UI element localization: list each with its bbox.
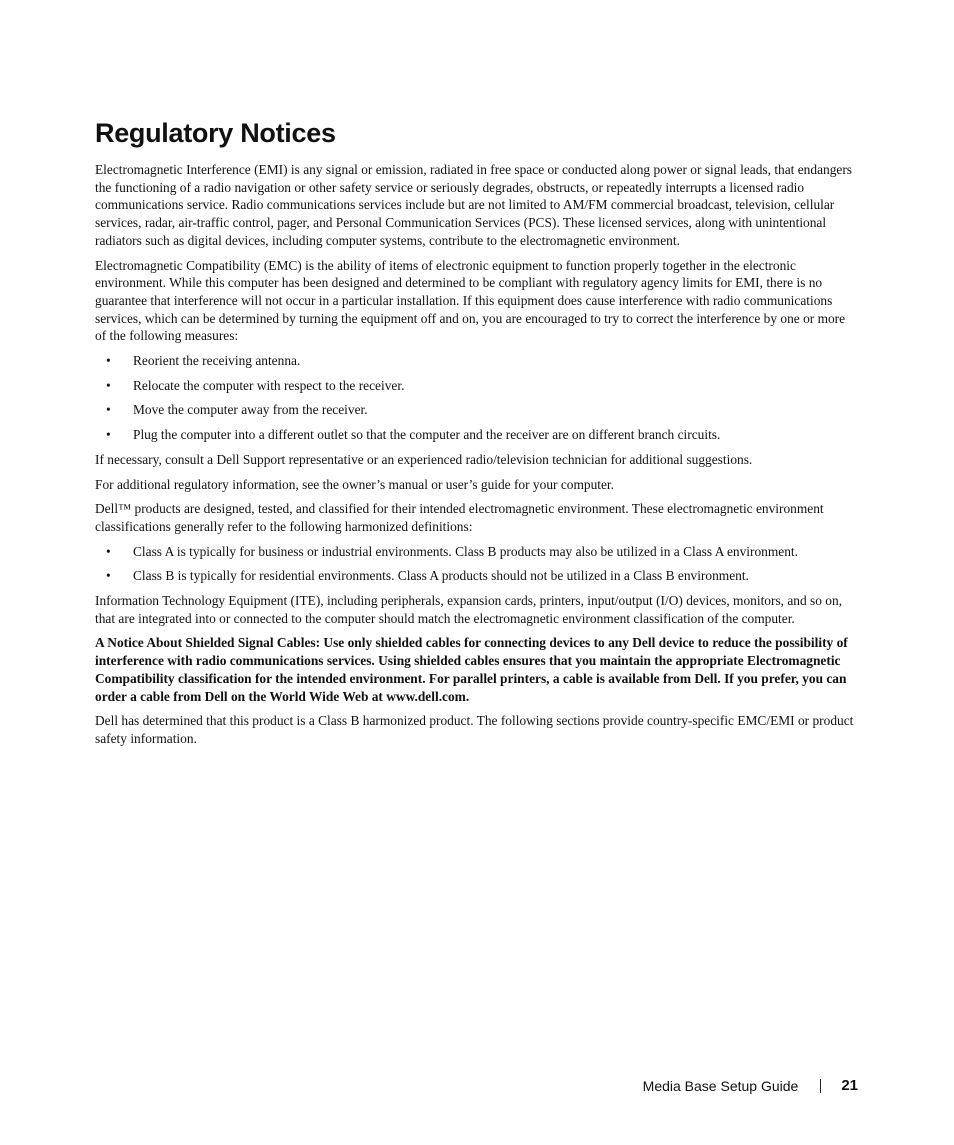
class-definitions-list (95, 543, 857, 585)
paragraph-additional-info: For additional regulatory information, see the owner’s manual or user’s guide for your computer. (95, 476, 615, 492)
bullet-glyph: • (106, 402, 111, 418)
list-item (95, 426, 857, 444)
bullet-glyph: • (106, 543, 111, 559)
list-item (95, 401, 857, 419)
page-number: 21 (841, 1077, 858, 1094)
paragraph-emi: Electromagnetic Interference (EMI) is any signal or emission, radiated in free space or conducted along power or signal leads, that endangers the functioning of a radio navigation or other safety service or seriously degrades, obstructs, or repeatedly interrupts a licensed radio communications service. Radio communications services include but are not limited to AM/FM commercial broadcast, television, cellular services, radar, air-traffic control, pager, and Personal Communication Services (PCS). These licensed services, along with unintentional radiators such as digital devices, including computer systems, contribute to the electromagnetic environment. (95, 162, 853, 248)
bullet-glyph: • (106, 353, 111, 369)
shielded-cables-notice: A Notice About Shielded Signal Cables: Use only shielded cables for connecting devices to any Dell device to reduce the possibility of interference with radio communications services. Using shielded cables ensures that you maintain the appropriate Electromagnetic Compatibility classification for the intended environment. For parallel printers, a cable is available from Dell. If you prefer, you can order a cable from Dell on the World Wide Web at www.dell.com. (95, 635, 848, 704)
paragraph-class-b: Dell has determined that this product is a Class B harmonized product. The following sections provide country-specific EMC/EMI or product safety information. (95, 713, 854, 746)
list-item-text: Reorient the receiving antenna. (133, 353, 301, 369)
list-item-text: Class A is typically for business or industrial environments. Class B products may also be utilized in a Class A environment. (133, 543, 798, 559)
document-body (95, 118, 857, 755)
list-item-text: Class B is typically for residential environments. Class A products should not be utilized in a Class B environment. (133, 568, 749, 584)
list-item-text: Plug the computer into a different outlet so that the computer and the receiver are on different branch circuits. (133, 427, 721, 443)
bullet-glyph: • (106, 377, 111, 393)
list-item-text: Relocate the computer with respect to the receiver. (133, 377, 405, 393)
bullet-glyph: • (106, 568, 111, 584)
list-item (95, 377, 857, 395)
footer-separator (820, 1079, 821, 1093)
paragraph-ite: Information Technology Equipment (ITE), including peripherals, expansion cards, printers, input/output (I/O) devices, monitors, and so on, that are integrated into or connected to the computer should match the electromagnetic environment classification of the computer. (95, 593, 843, 626)
footer-guide-title: Media Base Setup Guide (642, 1077, 799, 1094)
paragraph-emc: Electromagnetic Compatibility (EMC) is the ability of items of electronic equipment to function properly together in the electronic environment. While this computer has been designed and determined to be compliant with regulatory agency limits for EMI, there is no guarantee that interference will not occur in a particular installation. If this equipment does cause interference with radio communications services, which can be determined by turning the equipment off and on, you are encouraged to try to correct the interference by one or more of the following measures: (95, 257, 846, 344)
list-item-text: Move the computer away from the receiver. (133, 402, 368, 418)
list-item (95, 352, 857, 370)
list-item (95, 567, 857, 585)
paragraph-classifications: Dell™ products are designed, tested, and classified for their intended electromagnetic environment. These electromagnetic environment classifications generally refer to the following harmonized definitions: (95, 501, 824, 534)
measures-list (95, 352, 857, 444)
paragraph-consult: If necessary, consult a Dell Support representative or an experienced radio/television technician for additional suggestions. (95, 451, 753, 467)
page-title: Regulatory Notices (95, 118, 336, 148)
list-item (95, 543, 857, 561)
page-footer (643, 1077, 858, 1094)
bullet-glyph: • (106, 427, 111, 443)
